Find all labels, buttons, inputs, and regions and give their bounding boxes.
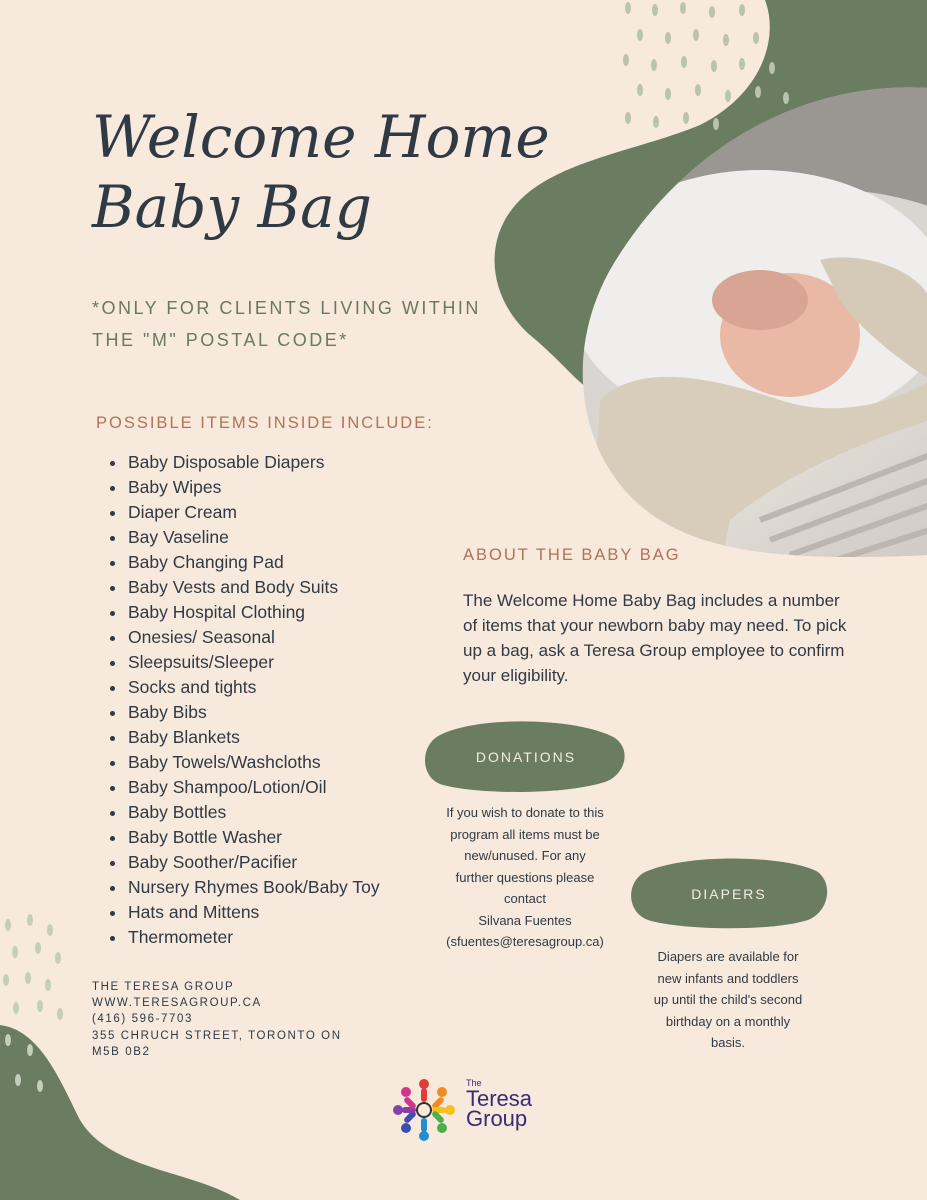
donations-label: DONATIONS: [475, 749, 577, 765]
list-item: Socks and tights: [108, 675, 380, 700]
contact-phone: (416) 596-7703: [92, 1013, 194, 1026]
logo-text-line1: Teresa: [466, 1086, 533, 1111]
list-item: Baby Hospital Clothing: [108, 600, 380, 625]
list-item: Baby Vests and Body Suits: [108, 575, 380, 600]
list-item: Onesies/ Seasonal: [108, 625, 380, 650]
diapers-text-line: new infants and toddlers: [657, 970, 799, 986]
list-item: Baby Shampoo/Lotion/Oil: [108, 775, 380, 800]
list-item: Thermometer: [108, 925, 380, 950]
items-list: [108, 450, 380, 950]
contact-address-line1: 355 CHRUCH STREET, TORONTO ON: [92, 1029, 342, 1042]
items-heading: POSSIBLE ITEMS INSIDE INCLUDE:: [96, 414, 434, 432]
donations-text-line: Silvana Fuentes: [478, 912, 572, 928]
list-item: Baby Wipes: [108, 475, 380, 500]
list-item: Baby Towels/Washcloths: [108, 750, 380, 775]
eligibility-notice-line2: THE "M" POSTAL CODE*: [92, 330, 349, 350]
diapers-label: DIAPERS: [691, 886, 767, 902]
donations-text-line: (sfuentes@teresagroup.ca): [446, 934, 604, 949]
list-item: Baby Changing Pad: [108, 550, 380, 575]
eligibility-notice-line1: *ONLY FOR CLIENTS LIVING WITHIN: [92, 298, 481, 318]
contact-name: THE TERESA GROUP: [92, 981, 235, 993]
page-title-line1: Welcome Home: [92, 103, 550, 171]
donations-text-line: new/unused. For any: [464, 848, 586, 863]
diapers-text: [630, 946, 826, 1054]
donations-text-line: program all items must be: [450, 826, 600, 842]
logo-text-line2: Group: [466, 1106, 528, 1131]
page-title-line2: Baby Bag: [92, 173, 372, 241]
donations-text-line: If you wish to donate to this: [446, 805, 604, 820]
list-item: Baby Soother/Pacifier: [108, 850, 380, 875]
list-item: Baby Blankets: [108, 725, 380, 750]
about-heading: ABOUT THE BABY BAG: [463, 546, 681, 564]
list-item: Bay Vaseline: [108, 525, 380, 550]
logo-small-text: The: [466, 1078, 482, 1088]
list-item: Baby Disposable Diapers: [108, 450, 380, 475]
about-text: The Welcome Home Baby Bag includes a number of items that your newborn baby may need. To pick up a bag, ask a Teresa Group employee to confirm your eligibility.: [463, 591, 847, 685]
list-item: Sleepsuits/Sleeper: [108, 650, 380, 675]
diapers-text-line: birthday on a monthly: [665, 1013, 791, 1029]
donations-text: [415, 802, 635, 953]
list-item: Nursery Rhymes Book/Baby Toy: [108, 875, 380, 900]
diapers-text-line: basis.: [711, 1035, 745, 1050]
contact-address-line2: M5B 0B2: [92, 1045, 151, 1058]
donations-text-line: contact: [504, 891, 546, 906]
list-item: Baby Bibs: [108, 700, 380, 725]
list-item: Diaper Cream: [108, 500, 380, 525]
contact-website[interactable]: WWW.TERESAGROUP.CA: [92, 997, 262, 1010]
list-item: Hats and Mittens: [108, 900, 380, 925]
donations-text-line: further questions please: [455, 869, 595, 885]
list-item: Baby Bottle Washer: [108, 825, 380, 850]
list-item: Baby Bottles: [108, 800, 380, 825]
diapers-text-line: up until the child's second: [653, 992, 803, 1007]
contact-info: [92, 979, 342, 1060]
diapers-text-line: Diapers are available for: [657, 949, 799, 964]
